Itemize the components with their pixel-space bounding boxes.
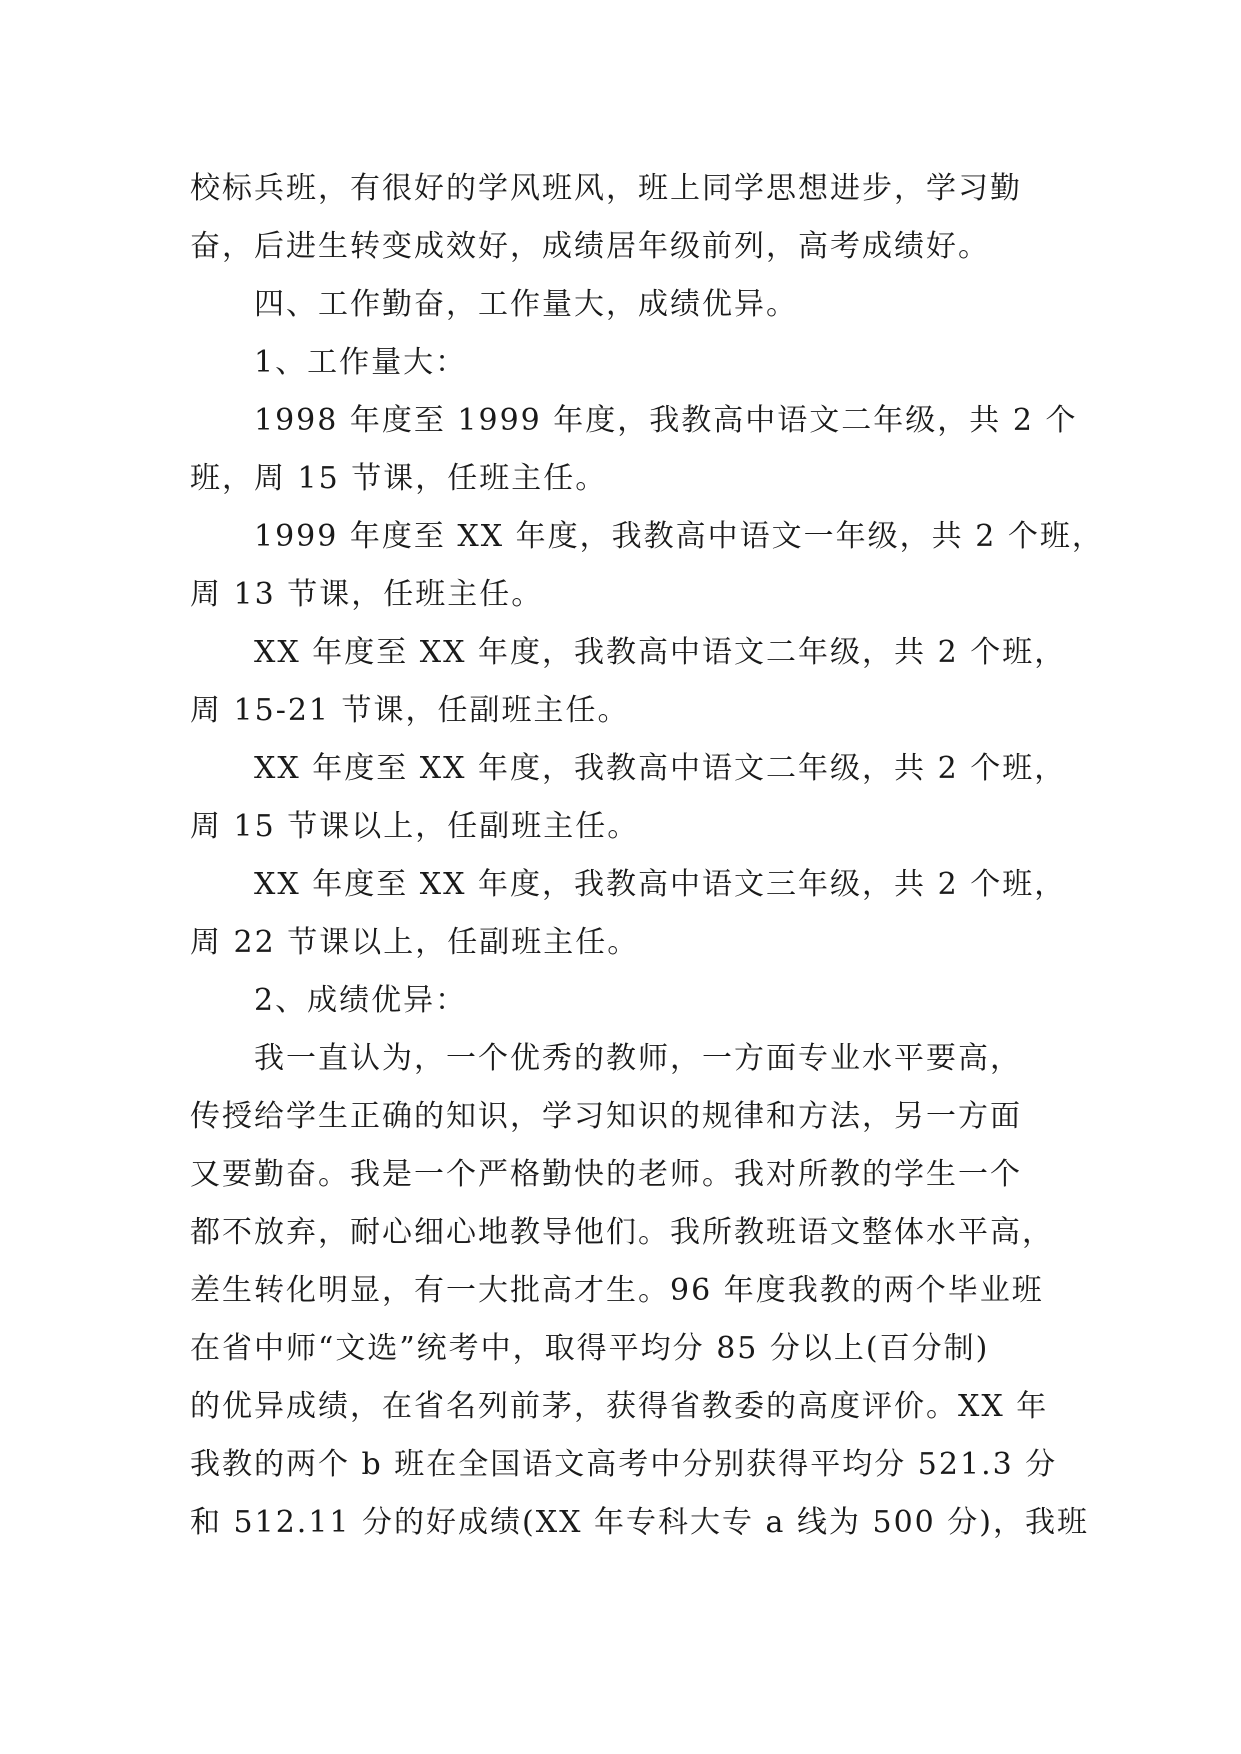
- subsection-heading: 2、成绩优异：: [254, 983, 468, 1018]
- text-line: 和 512.11 分的好成绩(XX 年专科大专 a 线为 500 分)，我班: [190, 1505, 1089, 1540]
- text-line: 我教的两个 b 班在全国语文高考中分别获得平均分 521.3 分: [190, 1447, 1058, 1482]
- text-line: 班，周 15 节课，任班主任。: [190, 461, 608, 496]
- text-line: 周 15 节课以上，任副班主任。: [190, 809, 640, 844]
- text-line: 差生转化明显，有一大批高才生。96 年度我教的两个毕业班: [190, 1273, 1044, 1308]
- text-line: XX 年度至 XX 年度，我教高中语文二年级，共 2 个班，: [254, 635, 1067, 670]
- text-line: XX 年度至 XX 年度，我教高中语文三年级，共 2 个班，: [254, 867, 1067, 902]
- text-line: 校标兵班，有很好的学风班风，班上同学思想进步，学习勤: [190, 171, 1022, 206]
- text-line: 又要勤奋。我是一个严格勤快的老师。我对所教的学生一个: [190, 1157, 1022, 1192]
- text-line: 的优异成绩，在省名列前茅，获得省教委的高度评价。XX 年: [190, 1389, 1049, 1424]
- subsection-heading: 1、工作量大：: [254, 345, 468, 380]
- text-line: 奋，后进生转变成效好，成绩居年级前列，高考成绩好。: [190, 229, 990, 264]
- text-line: XX 年度至 XX 年度，我教高中语文二年级，共 2 个班，: [254, 751, 1067, 786]
- document-body: [190, 160, 1104, 1552]
- section-heading: 四、工作勤奋，工作量大，成绩优异。: [254, 287, 798, 322]
- text-line: 都不放弃，耐心细心地教导他们。我所教班语文整体水平高，: [190, 1215, 1054, 1250]
- text-line: 我一直认为，一个优秀的教师，一方面专业水平要高，: [254, 1041, 1022, 1076]
- text-line: 周 13 节课，任班主任。: [190, 577, 544, 612]
- text-line: 1999 年度至 XX 年度，我教高中语文一年级，共 2 个班，: [254, 519, 1104, 554]
- text-line: 周 15-21 节课，任副班主任。: [190, 693, 630, 728]
- text-line: 在省中师“文选”统考中，取得平均分 85 分以上(百分制): [190, 1331, 990, 1366]
- text-line: 1998 年度至 1999 年度，我教高中语文二年级，共 2 个: [254, 403, 1078, 438]
- text-line: 传授给学生正确的知识，学习知识的规律和方法，另一方面: [190, 1099, 1022, 1134]
- text-line: 周 22 节课以上，任副班主任。: [190, 925, 640, 960]
